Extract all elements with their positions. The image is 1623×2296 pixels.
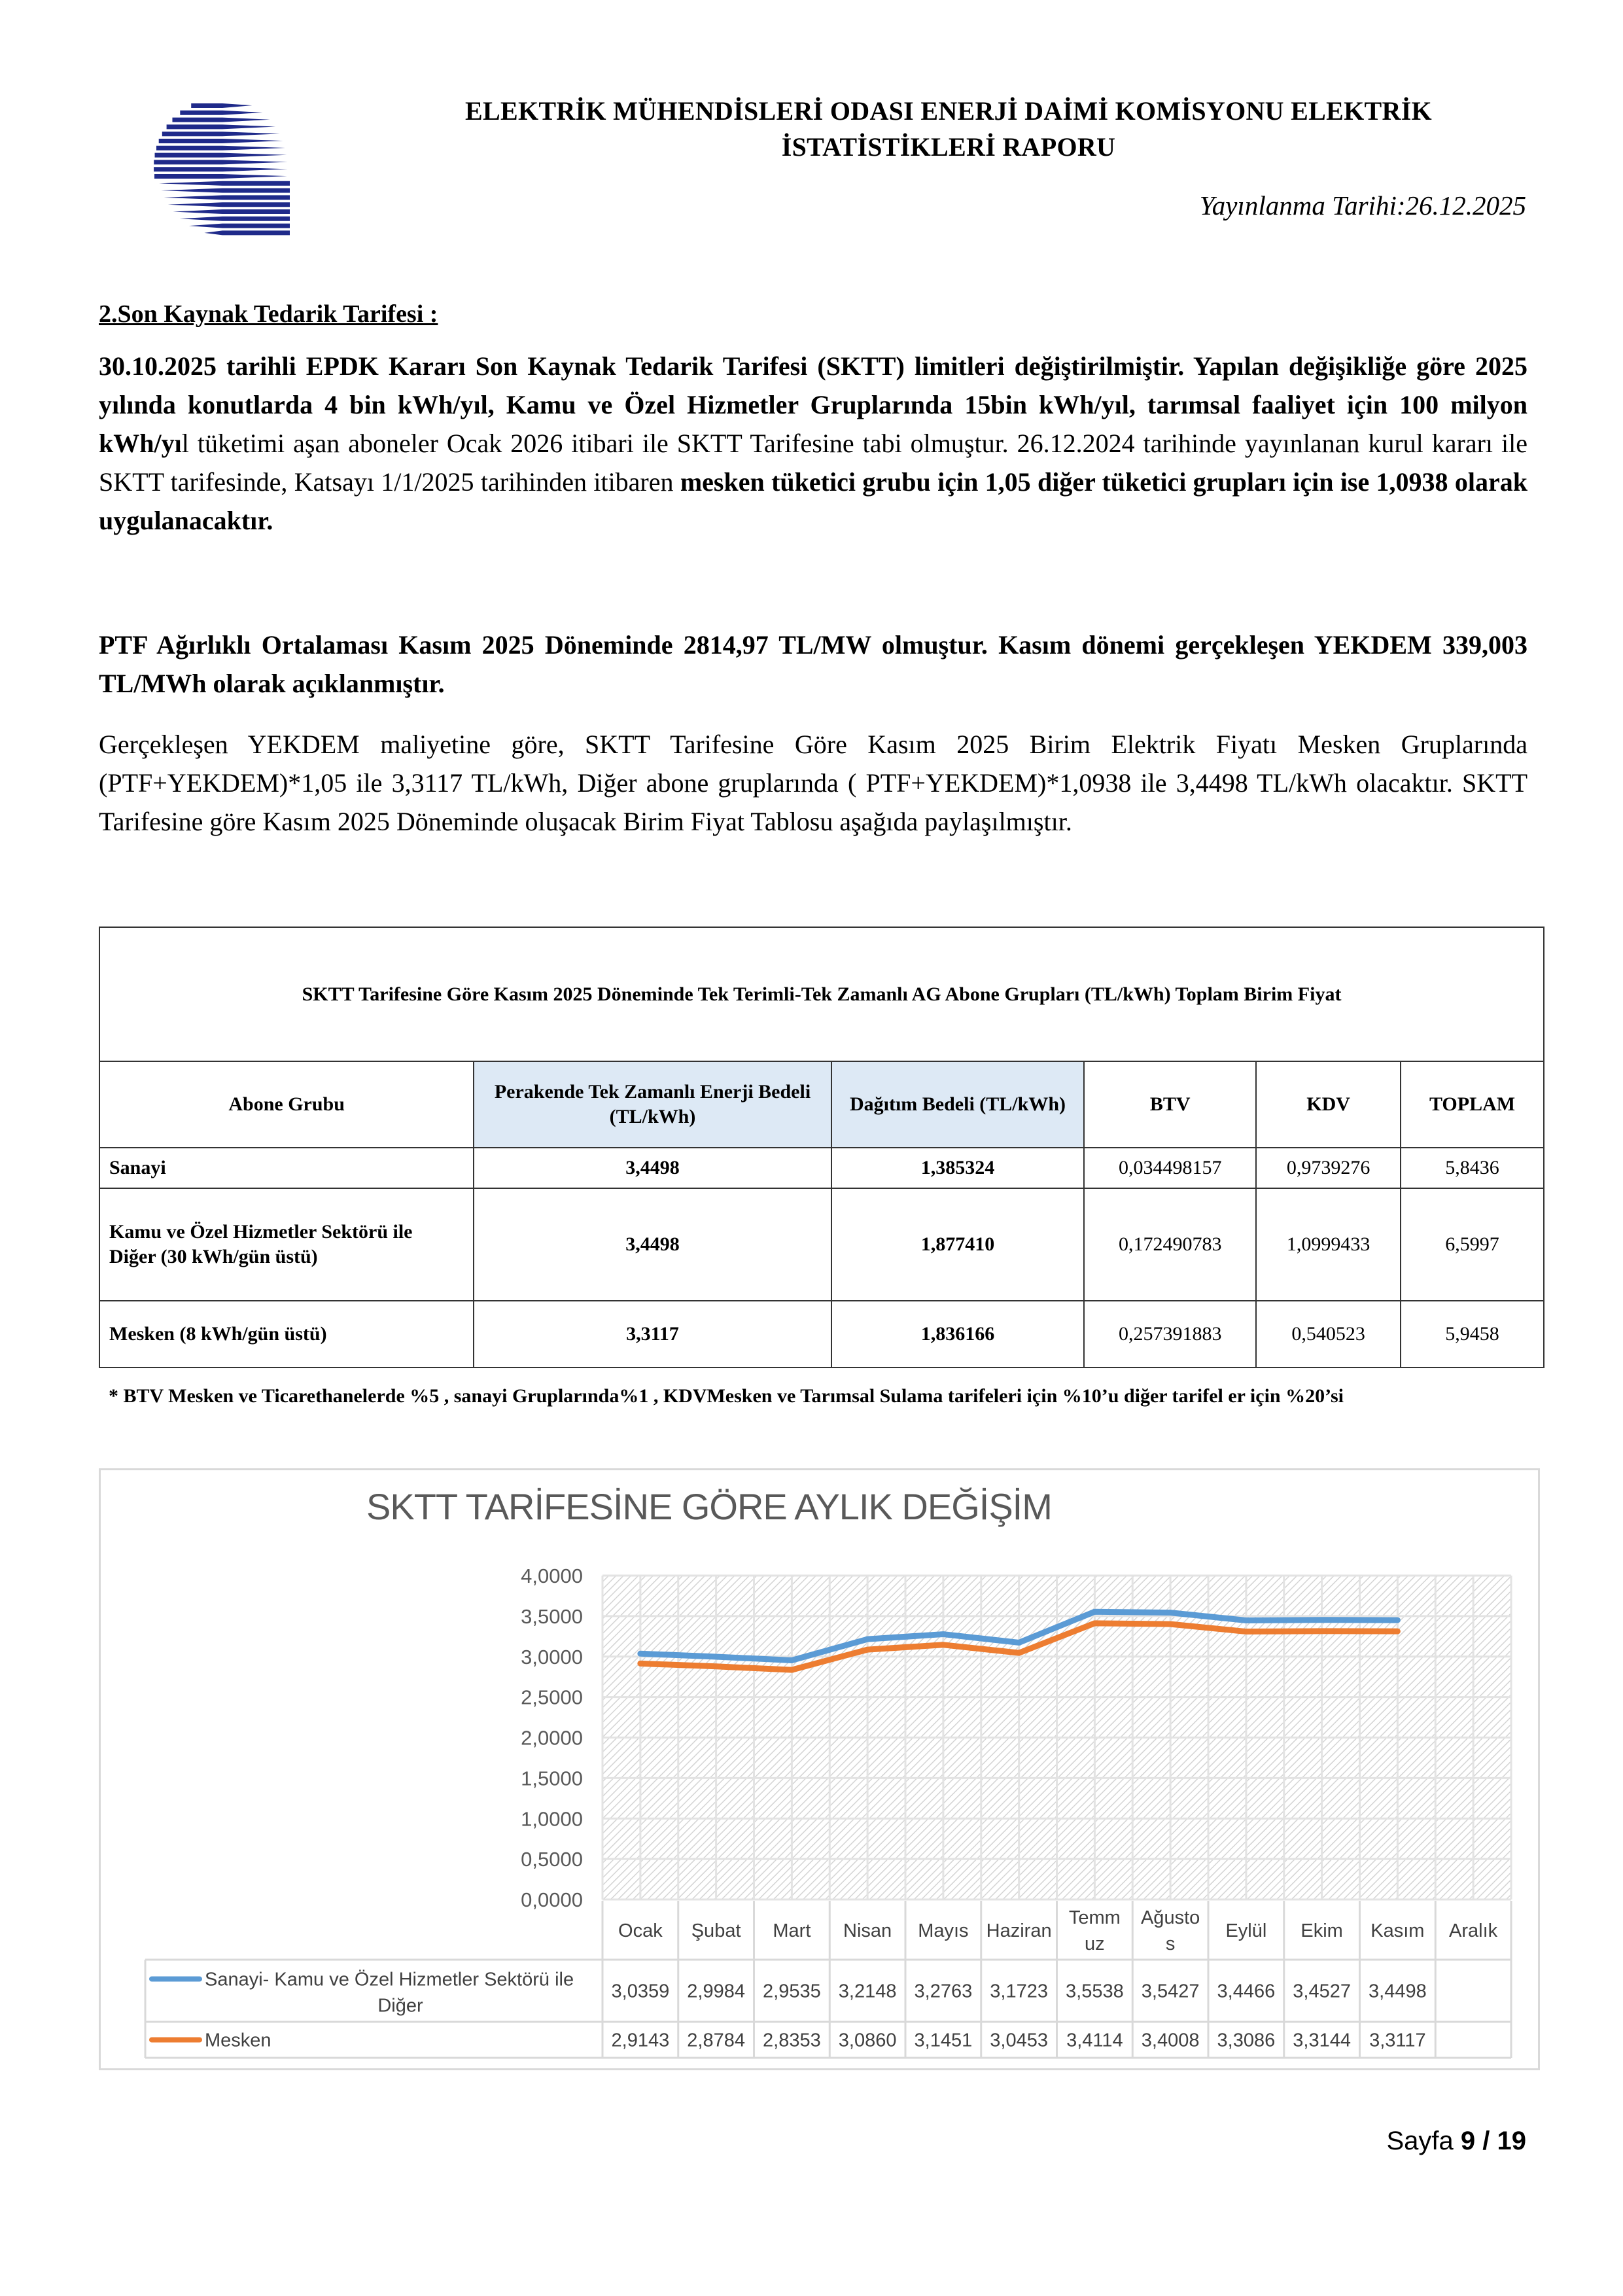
x-category-label: Temm bbox=[1068, 1907, 1121, 1928]
section-title: 2.Son Kaynak Tedarik Tarifesi : bbox=[99, 300, 438, 328]
y-tick-label: 2,5000 bbox=[521, 1686, 583, 1709]
paragraph-unit-price: Gerçekleşen YEKDEM maliyetine göre, SKTT Tarifesine Göre Kasım 2025 Birim Elektrik Fiyatı Mesken Gruplarında (PTF+YEKDEM)*1,05 ile 3,3117 TL/kWh, Diğer abone gruplarında ( PTF+YEKDEM)*1,0938 ile 3,4498 TL/kWh olacaktır. SKTT Tarifesine göre Kasım 2025 Döneminde oluşacak Birim Fiyat Tablosu aşağıda paylaşılmıştır. bbox=[99, 730, 1527, 836]
cell-btv: 0,034498157 bbox=[1084, 1148, 1256, 1188]
cell-group: Mesken (8 kWh/gün üstü) bbox=[99, 1301, 474, 1368]
data-value: 3,0860 bbox=[838, 2030, 897, 2051]
x-category-label: Haziran bbox=[986, 1920, 1052, 1941]
cell-total: 5,8436 bbox=[1401, 1148, 1544, 1188]
cell-total: 5,9458 bbox=[1401, 1301, 1544, 1368]
data-value: 2,8353 bbox=[763, 2030, 821, 2051]
data-value: 3,4008 bbox=[1141, 2030, 1200, 2051]
legend-label: Diğer bbox=[377, 1995, 423, 2017]
y-tick-label: 0,0000 bbox=[521, 1888, 583, 1911]
legend-label: Sanayi- Kamu ve Özel Hizmetler Sektörü ile bbox=[205, 1969, 574, 1990]
data-value: 3,1451 bbox=[914, 2030, 973, 2051]
y-tick-label: 3,5000 bbox=[521, 1604, 583, 1628]
tariff-table-caption: SKTT Tarifesine Göre Kasım 2025 Döneminde Tek Terimli-Tek Zamanlı AG Abone Grupları (TL/kWh) Toplam Birim Fiyat bbox=[99, 927, 1544, 1061]
col-header-abone-grubu: Abone Grubu bbox=[99, 1061, 474, 1148]
page-total: 19 bbox=[1497, 2127, 1526, 2155]
data-value: 3,4114 bbox=[1066, 2030, 1123, 2051]
data-value: 3,3144 bbox=[1293, 2030, 1351, 2051]
chart-title: SKTT TARİFESİNE GÖRE AYLIK DEĞİŞİM bbox=[366, 1486, 1052, 1527]
x-category-label: Kasım bbox=[1370, 1920, 1425, 1941]
page-number bbox=[1387, 2127, 1527, 2156]
data-value: 3,1723 bbox=[990, 1981, 1048, 2002]
cell-distribution: 1,836166 bbox=[831, 1301, 1085, 1368]
data-value: 3,2763 bbox=[914, 1981, 973, 2002]
data-value: 2,9143 bbox=[611, 2030, 670, 2051]
data-value: 3,4527 bbox=[1293, 1981, 1351, 2002]
tariff-footnote: * BTV Mesken ve Ticarethanelerde %5 , sanayi Gruplarında%1 , KDVMesken ve Tarımsal Sulama tarifeleri için %10’u diğer tarifel er için %20’si bbox=[109, 1385, 1344, 1407]
x-category-label: uz bbox=[1085, 1934, 1105, 1954]
data-value: 3,3086 bbox=[1217, 2030, 1276, 2051]
cell-group: Sanayi bbox=[99, 1148, 474, 1188]
x-category-label: Ağusto bbox=[1140, 1907, 1200, 1928]
data-value: 2,9535 bbox=[763, 1981, 821, 2002]
y-tick-label: 1,5000 bbox=[521, 1767, 583, 1790]
col-header-enerji-bedeli: Perakende Tek Zamanlı Enerji Bedeli (TL/kWh) bbox=[474, 1061, 831, 1148]
p1-normal: l tüketimi aşan aboneler Ocak 2026 itibari ile SKTT Tarifesine tabi olmuştur. 26.12.2024 tarihinde yayınlanan kurul kararı ile SKTT tarifesinde, Katsayı 1/1/2025 tarihinden itibaren bbox=[99, 429, 1527, 497]
data-value: 3,5427 bbox=[1141, 1981, 1200, 2002]
x-category-label: Aralık bbox=[1449, 1920, 1498, 1941]
data-value: 3,0359 bbox=[611, 1981, 670, 2002]
legend-label: Mesken bbox=[205, 2030, 271, 2051]
cell-btv: 0,257391883 bbox=[1084, 1301, 1256, 1368]
x-category-label: Nisan bbox=[843, 1920, 892, 1941]
chart-data-table bbox=[145, 1901, 1511, 2058]
cell-btv: 0,172490783 bbox=[1084, 1188, 1256, 1301]
x-category-label: Eylül bbox=[1225, 1920, 1267, 1941]
data-value: 3,4466 bbox=[1217, 1981, 1276, 2002]
page-prefix: Sayfa bbox=[1386, 2127, 1461, 2155]
y-tick-label: 1,0000 bbox=[521, 1807, 583, 1831]
cell-energy: 3,3117 bbox=[474, 1301, 831, 1368]
x-category-label: Ocak bbox=[618, 1920, 663, 1941]
cell-distribution: 1,385324 bbox=[831, 1148, 1085, 1188]
x-category-label: Mayıs bbox=[918, 1920, 969, 1941]
cell-energy: 3,4498 bbox=[474, 1188, 831, 1301]
col-header-dagitim-bedeli: Dağıtım Bedeli (TL/kWh) bbox=[831, 1061, 1085, 1148]
report-title-line-1: ELEKTRİK MÜHENDİSLERİ ODASI ENERJİ DAİMİ KOMİSYONU ELEKTRİK bbox=[465, 96, 1432, 126]
cell-kdv: 0,540523 bbox=[1256, 1301, 1401, 1368]
x-category-label: Mart bbox=[773, 1920, 811, 1941]
page-separator: / bbox=[1475, 2127, 1497, 2155]
y-tick-label: 2,0000 bbox=[521, 1726, 583, 1750]
x-category-label: Ekim bbox=[1300, 1920, 1343, 1941]
data-value: 3,0453 bbox=[990, 2030, 1048, 2051]
x-category-label: Şubat bbox=[691, 1920, 741, 1941]
data-value: 3,4498 bbox=[1369, 1981, 1427, 2002]
col-header-kdv: KDV bbox=[1256, 1061, 1401, 1148]
data-value: 2,9984 bbox=[687, 1981, 745, 2002]
p1-bold: 30.10.2025 tarihli EPDK Kararı Son Kaynak Tedarik Tarifesi (SKTT) limitleri değiştirilmiştir. Yapılan değişikliğe göre 2025 yılında konutlarda 4 bin kWh/yıl, Kamu ve Özel Hizmetler Gruplarında 15bin kWh/yıl, tarımsal faaliyet için 100 milyon kWh/yı bbox=[99, 351, 1527, 458]
col-header-toplam: TOPLAM bbox=[1401, 1061, 1544, 1148]
y-tick-label: 3,0000 bbox=[521, 1645, 583, 1669]
publish-date: Yayınlanma Tarihi:26.12.2025 bbox=[1199, 190, 1526, 221]
data-value: 2,8784 bbox=[687, 2030, 745, 2051]
cell-total: 6,5997 bbox=[1401, 1188, 1544, 1301]
cell-distribution: 1,877410 bbox=[831, 1188, 1085, 1301]
cell-energy: 3,4498 bbox=[474, 1148, 831, 1188]
cell-kdv: 1,0999433 bbox=[1256, 1188, 1401, 1301]
plot-area bbox=[521, 1564, 1511, 1911]
data-value: 3,2148 bbox=[838, 1981, 897, 2002]
report-title-line-2: İSTATİSTİKLERİ RAPORU bbox=[781, 132, 1116, 162]
col-header-btv: BTV bbox=[1084, 1061, 1256, 1148]
data-value: 3,5538 bbox=[1066, 1981, 1124, 2002]
data-value: 3,3117 bbox=[1369, 2030, 1426, 2051]
y-tick-label: 4,0000 bbox=[521, 1564, 583, 1587]
p2-bold: PTF Ağırlıklı Ortalaması Kasım 2025 Döneminde 2814,97 TL/MW olmuştur. Kasım dönemi gerçekleşen YEKDEM 339,003 TL/MWh olarak açıklanmıştır. bbox=[99, 630, 1527, 698]
cell-group: Kamu ve Özel Hizmetler Sektörü ile Diğer (30 kWh/gün üstü) bbox=[99, 1188, 474, 1301]
cell-kdv: 0,9739276 bbox=[1256, 1148, 1401, 1188]
page-current: 9 bbox=[1460, 2127, 1476, 2155]
x-category-label: s bbox=[1165, 1934, 1176, 1954]
y-tick-label: 0,5000 bbox=[521, 1848, 583, 1871]
p1-bold-end: mesken tüketici grubu için 1,05 diğer tüketici grupları için ise 1,0938 olarak uygulanacaktır. bbox=[99, 467, 1527, 535]
